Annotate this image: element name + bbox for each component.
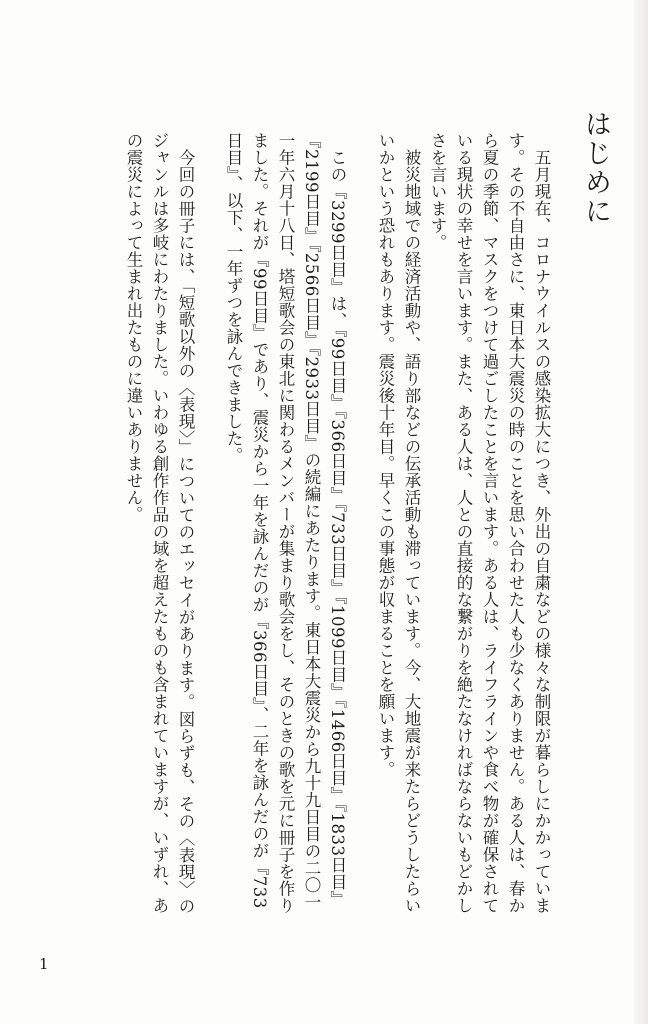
paragraph-restrictions: 五月現在、コロナウイルスの感染拡大につき、外出の自粛などの様々な制限が暮らしにかかっています。その不自由さに、東日本大震災の時のことを思い合わせた人も少なくありません。ある人は、春から夏の季節、マスクをつけて過ごしたことを言います。ある人は、ライフラインや食べ物が確保されている現状の幸せを言います。また、ある人は、人との直接的な繋がりを絶たなければならないもどかしさを言います。 (428, 132, 551, 914)
page-title: はじめに (580, 110, 611, 226)
paragraph-booklet-series: この『3299日目』は、『99日目』『366日目』『733日目』『1099日目』『1466日目』『1833日目』『2199日目』『2566日目』『2933日目』の続編にあたります。東日本大震災から九十九日目の二〇一一年六月十八日、塔短歌会の東北に関わるメンバーが集まり歌会をし、そのときの歌を元に冊子を作りました。それが『99日目』であり、震災から一年を詠んだのが『366日目』、二年を詠んだのが『733日目』、以下、一年ずつを詠んできました。 (224, 132, 347, 914)
page-number: 1 (39, 955, 49, 973)
body-text (114, 132, 554, 922)
paragraph-disaster-areas: 被災地域での経済活動や、語り部などの伝承活動も滞っています。今、大地震が来たらどうしたらいいかという恐れもあります。震災後十年目。早くこの事態が収まることを願います。 (376, 132, 421, 914)
page-edge-shadow (634, 0, 648, 1024)
paragraph-this-booklet: 今回の冊子には、「短歌以外の〈表現〉」についてのエッセイがあります。図らずも、その〈表現〉のジャンルは多岐にわたりました。いわゆる創作作品の域を超えたものも含まれていますが、いずれ、あの震災によって生まれ出たものに違いありません。 (124, 132, 195, 914)
